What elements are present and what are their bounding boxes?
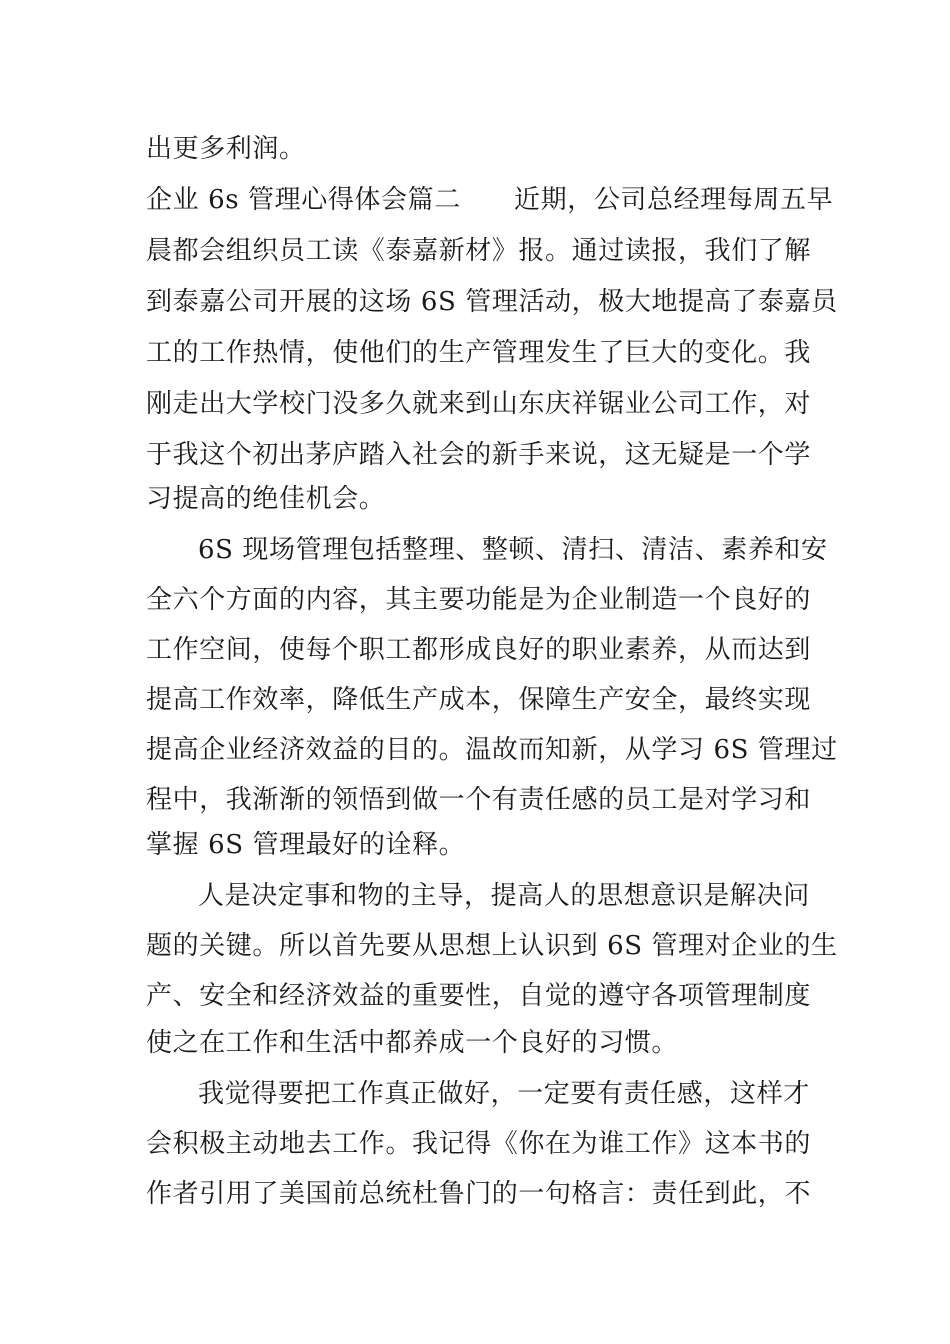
text-line: 题的关键。所以首先要从思想上认识到 6S 管理对企业的生: [146, 931, 838, 961]
text-line: 作者引用了美国前总统杜鲁门的一句格言：责任到此，不: [146, 1179, 812, 1209]
text-line: 到泰嘉公司开展的这场 6S 管理活动，极大地提高了泰嘉员: [146, 287, 838, 317]
text-line: 于我这个初出茅庐踏入社会的新手来说，这无疑是一个学: [146, 440, 812, 470]
text-line: 习提高的绝佳机会。: [146, 484, 386, 514]
text-line: 提高工作效率，降低生产成本，保障生产安全，最终实现: [146, 685, 812, 715]
text-line: 会积极主动地去工作。我记得《你在为谁工作》这本书的: [146, 1129, 812, 1159]
text-line: 程中，我渐渐的领悟到做一个有责任感的员工是对学习和: [146, 785, 812, 815]
paragraph-first-line: 人是决定事和物的主导，提高人的思想意识是解决问: [198, 881, 810, 911]
text-line: 提高企业经济效益的目的。温故而知新，从学习 6S 管理过: [146, 735, 838, 765]
text-line: 工的工作热情，使他们的生产管理发生了巨大的变化。我: [146, 338, 812, 368]
text-line: 刚走出大学校门没多久就来到山东庆祥锯业公司工作，对: [146, 389, 812, 419]
text-line: 全六个方面的内容，其主要功能是为企业制造一个良好的: [146, 585, 812, 615]
paragraph-first-line: 我觉得要把工作真正做好，一定要有责任感，这样才: [198, 1079, 810, 1109]
text-line: 出更多利润。: [146, 134, 306, 164]
text-line: 产、安全和经济效益的重要性，自觉的遵守各项管理制度: [146, 981, 812, 1011]
text-line: 掌握 6S 管理最好的诠释。: [146, 830, 466, 860]
paragraph-first-line: 6S 现场管理包括整理、整顿、清扫、清洁、素养和安: [198, 535, 828, 565]
text-line: 工作空间，使每个职工都形成良好的职业素养，从而达到: [146, 635, 812, 665]
section-heading-line: 企业 6s 管理心得体会篇二 近期，公司总经理每周五早: [146, 185, 834, 215]
text-line: 使之在工作和生活中都养成一个良好的习惯。: [146, 1028, 679, 1058]
text-line: 晨都会组织员工读《泰嘉新材》报。通过读报，我们了解: [146, 236, 812, 266]
